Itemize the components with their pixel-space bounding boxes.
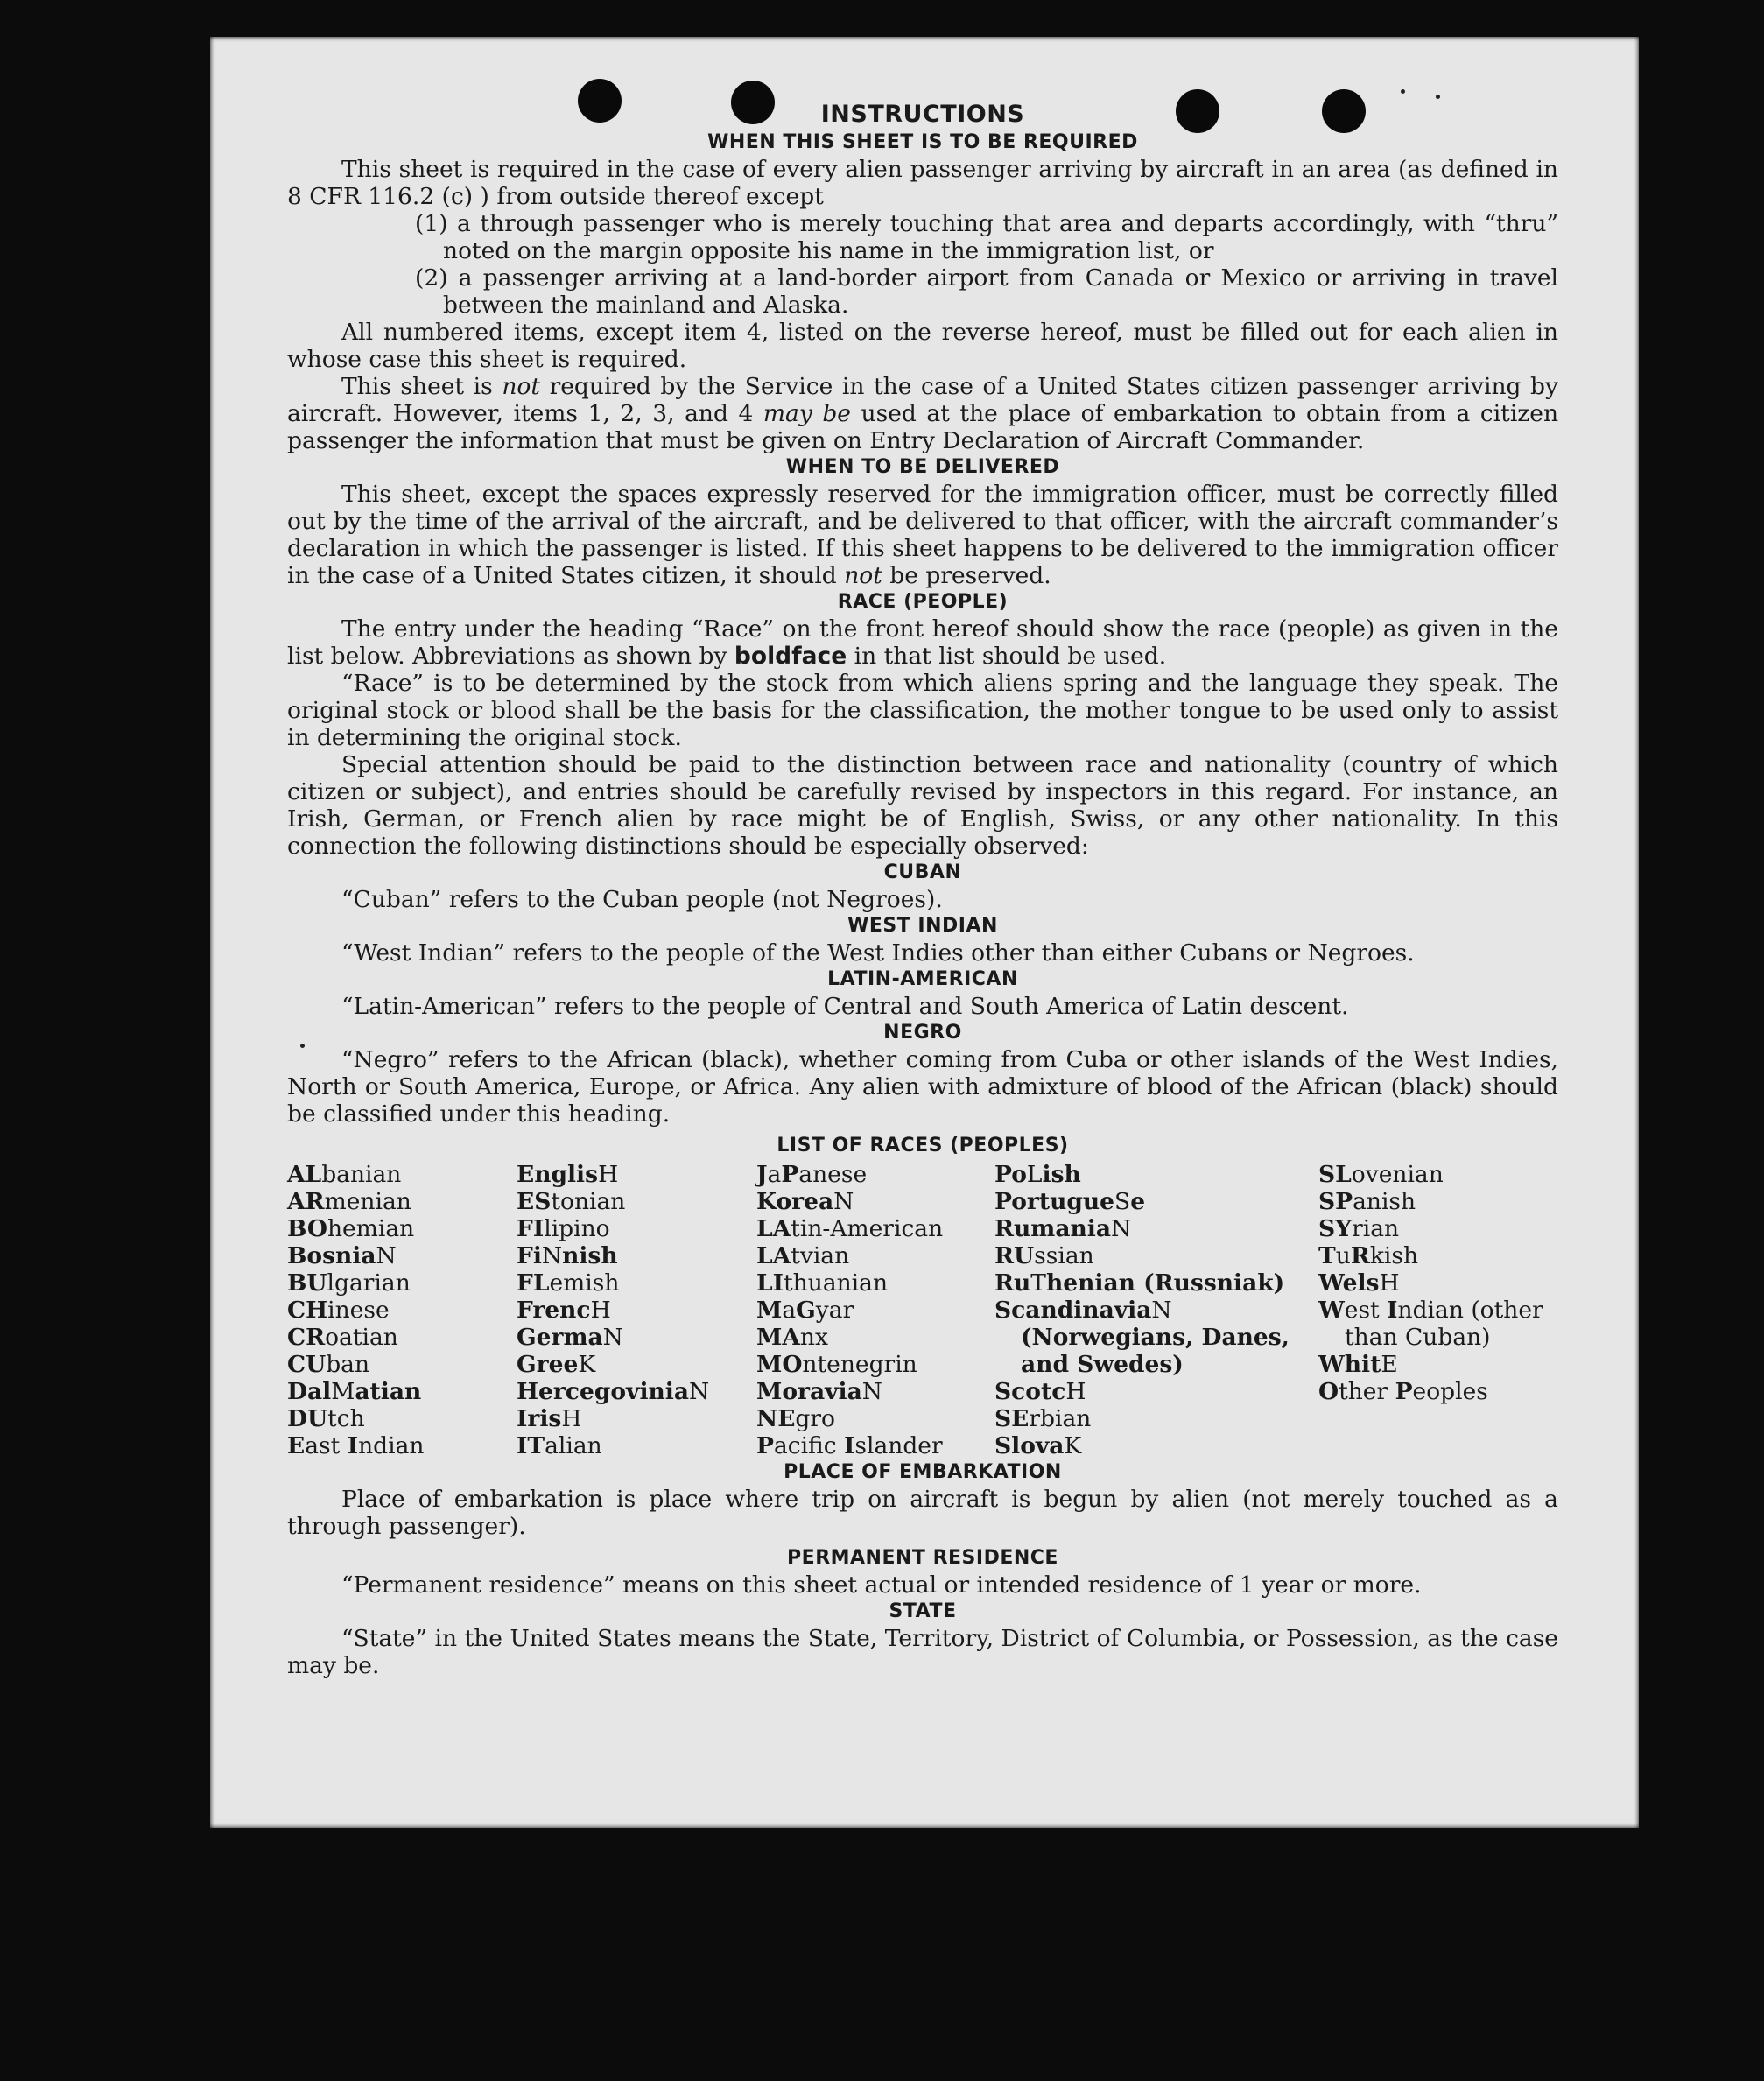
paragraph: “State” in the United States means the State, Territory, District of Columbia, or Possession, as the case may be. bbox=[287, 1625, 1558, 1679]
race-entry: IrisH bbox=[517, 1405, 582, 1432]
race-entry: RumaniaN bbox=[994, 1215, 1132, 1242]
race-entry: SlovaK bbox=[994, 1432, 1082, 1459]
list-item: (2) a passenger arriving at a land-border airport from Canada or Mexico or arriving in travel between the mainland and Alaska. bbox=[415, 264, 1558, 319]
races-column bbox=[756, 1161, 994, 1459]
race-entry: TuRkish bbox=[1318, 1242, 1419, 1269]
heading-delivered: WHEN TO BE DELIVERED bbox=[785, 456, 1060, 478]
race-entry: KoreaN bbox=[756, 1188, 854, 1215]
page-title: INSTRUCTIONS bbox=[820, 101, 1025, 128]
race-entry: Other Peoples bbox=[1318, 1378, 1488, 1405]
race-entry: LIthuanian bbox=[756, 1269, 889, 1297]
heading-state: STATE bbox=[889, 1600, 957, 1622]
race-entry: West Indian (other than Cuban) bbox=[1318, 1297, 1543, 1351]
race-entry: ARmenian bbox=[287, 1188, 411, 1215]
race-entry: SPanish bbox=[1318, 1188, 1416, 1215]
heading-list-of-races: LIST OF RACES (PEOPLES) bbox=[777, 1135, 1069, 1157]
race-entry: GermaN bbox=[517, 1324, 623, 1351]
paragraph: The entry under the heading “Race” on the front hereof should show the race (people) as given in the list below. Abbreviations as shown by boldface in that list should be used. bbox=[287, 615, 1558, 670]
heading-west-indian: WEST INDIAN bbox=[847, 915, 998, 937]
race-entry: DUtch bbox=[287, 1405, 365, 1432]
paragraph: This sheet, except the spaces expressly reserved for the immigration officer, must be correctly filled out by the time of the arrival of the aircraft, and be delivered to that officer, with the aircraft commander’s declaration in which the passenger is listed. If this sheet happens to be delivered to the immigration officer in the case of a United States citizen, it should not be preserved. bbox=[287, 481, 1558, 589]
speck bbox=[1436, 95, 1440, 99]
race-entry: EStonian bbox=[517, 1188, 626, 1215]
race-entry: ScotcH bbox=[994, 1378, 1086, 1405]
race-entry: FrencH bbox=[517, 1297, 611, 1324]
race-entry: BOhemian bbox=[287, 1215, 415, 1242]
race-entry: BUlgarian bbox=[287, 1269, 411, 1297]
race-entry: EnglisH bbox=[517, 1161, 619, 1188]
races-column bbox=[517, 1161, 756, 1459]
race-entry: RUssian bbox=[994, 1242, 1094, 1269]
race-entry: Pacific Islander bbox=[756, 1432, 943, 1459]
paragraph: “Race” is to be determined by the stock from which aliens spring and the language they speak. The original stock or blood shall be the basis for the classification, the mother tongue to be used only to assist in determining the original stock. bbox=[287, 670, 1558, 751]
race-entry: CUban bbox=[287, 1351, 370, 1378]
paragraph: “Permanent residence” means on this sheet actual or intended residence of 1 year or more. bbox=[341, 1571, 1422, 1599]
races-list bbox=[287, 1161, 1558, 1459]
race-entry: BosniaN bbox=[287, 1242, 397, 1269]
race-entry: FLemish bbox=[517, 1269, 620, 1297]
race-entry: NEgro bbox=[756, 1405, 836, 1432]
race-entry: PortugueSe bbox=[994, 1188, 1146, 1215]
heading-latin-american: LATIN-AMERICAN bbox=[827, 968, 1018, 990]
heading-race: RACE (PEOPLE) bbox=[837, 591, 1009, 613]
race-entry: WhitE bbox=[1318, 1351, 1398, 1378]
speck bbox=[1401, 89, 1405, 94]
paragraph: “Cuban” refers to the Cuban people (not Negroes). bbox=[341, 886, 943, 913]
race-entry: ITalian bbox=[517, 1432, 602, 1459]
paragraph: “Negro” refers to the African (black), whether coming from Cuba or other islands of the West Indies, North or South America, Europe, or Africa. Any alien with admixture of blood of the African (black) should be classified under this heading. bbox=[287, 1046, 1558, 1128]
race-entry: ScandinaviaN (Norwegians, Danes, and Swedes) bbox=[994, 1297, 1290, 1378]
paragraph: Place of embarkation is place where trip on aircraft is begun by alien (not merely touched as a through passenger). bbox=[287, 1486, 1558, 1540]
document-sheet bbox=[210, 37, 1639, 1828]
paragraph: This sheet is required in the case of every alien passenger arriving by aircraft in an area (as defined in 8 CFR 116.2 (c) ) from outside thereof except bbox=[287, 156, 1558, 210]
race-entry: HercegoviniaN bbox=[517, 1378, 710, 1405]
race-entry: MAnx bbox=[756, 1324, 828, 1351]
race-entry: LAtin-American bbox=[756, 1215, 944, 1242]
race-entry: FiNnish bbox=[517, 1242, 618, 1269]
paragraph: Special attention should be paid to the distinction between race and nationality (country of which citizen or subject), and entries should be carefully revised by inspectors in this regard. For instance, an Irish, German, or French alien by race might be of English, Swiss, or any other nationality. In this connection the following distinctions should be especially observed: bbox=[287, 751, 1558, 860]
race-entry: FIlipino bbox=[517, 1215, 610, 1242]
paragraph: All numbered items, except item 4, listed on the reverse hereof, must be filled out for each alien in whose case this sheet is required. bbox=[287, 319, 1558, 373]
race-entry: ALbanian bbox=[287, 1161, 402, 1188]
races-column bbox=[287, 1161, 517, 1459]
races-column bbox=[994, 1161, 1318, 1459]
paragraph: This sheet is not required by the Service in the case of a United States citizen passenger arriving by aircraft. However, items 1, 2, 3, and 4 may be used at the place of embarkation to obtain from a citizen passenger the information that must be given on Entry Declaration of Aircraft Commander. bbox=[287, 373, 1559, 454]
races-column bbox=[1318, 1161, 1558, 1459]
heading-embarkation: PLACE OF EMBARKATION bbox=[784, 1461, 1062, 1483]
race-entry: MaGyar bbox=[756, 1297, 854, 1324]
instructions-text bbox=[287, 100, 1558, 1679]
heading-required: WHEN THIS SHEET IS TO BE REQUIRED bbox=[707, 131, 1138, 153]
heading-negro: NEGRO bbox=[883, 1022, 962, 1044]
race-entry: CHinese bbox=[287, 1297, 390, 1324]
race-entry: WelsH bbox=[1318, 1269, 1400, 1297]
paragraph: “West Indian” refers to the people of the West Indies other than either Cubans or Negroes. bbox=[341, 939, 1415, 967]
heading-cuban: CUBAN bbox=[883, 861, 962, 883]
race-entry: CRoatian bbox=[287, 1324, 398, 1351]
heading-permanent-residence: PERMANENT RESIDENCE bbox=[787, 1547, 1058, 1569]
race-entry: MOntenegrin bbox=[756, 1351, 917, 1378]
race-entry: East Indian bbox=[287, 1432, 425, 1459]
race-entry: SYrian bbox=[1318, 1215, 1400, 1242]
list-item: (1) a through passenger who is merely touching that area and departs accordingly, with “thru” noted on the margin opposite his name in the immigration list, or bbox=[415, 210, 1558, 264]
race-entry: SLovenian bbox=[1318, 1161, 1444, 1188]
race-entry: LAtvian bbox=[756, 1242, 850, 1269]
race-entry: PoLish bbox=[994, 1161, 1081, 1188]
race-entry: DalMatian bbox=[287, 1378, 422, 1405]
race-entry: JaPanese bbox=[756, 1161, 868, 1188]
paragraph: “Latin-American” refers to the people of Central and South America of Latin descent. bbox=[341, 993, 1349, 1020]
race-entry: SErbian bbox=[994, 1405, 1092, 1432]
race-entry: MoraviaN bbox=[756, 1378, 882, 1405]
race-entry: RuThenian (Russniak) bbox=[994, 1269, 1285, 1297]
race-entry: GreeK bbox=[517, 1351, 596, 1378]
